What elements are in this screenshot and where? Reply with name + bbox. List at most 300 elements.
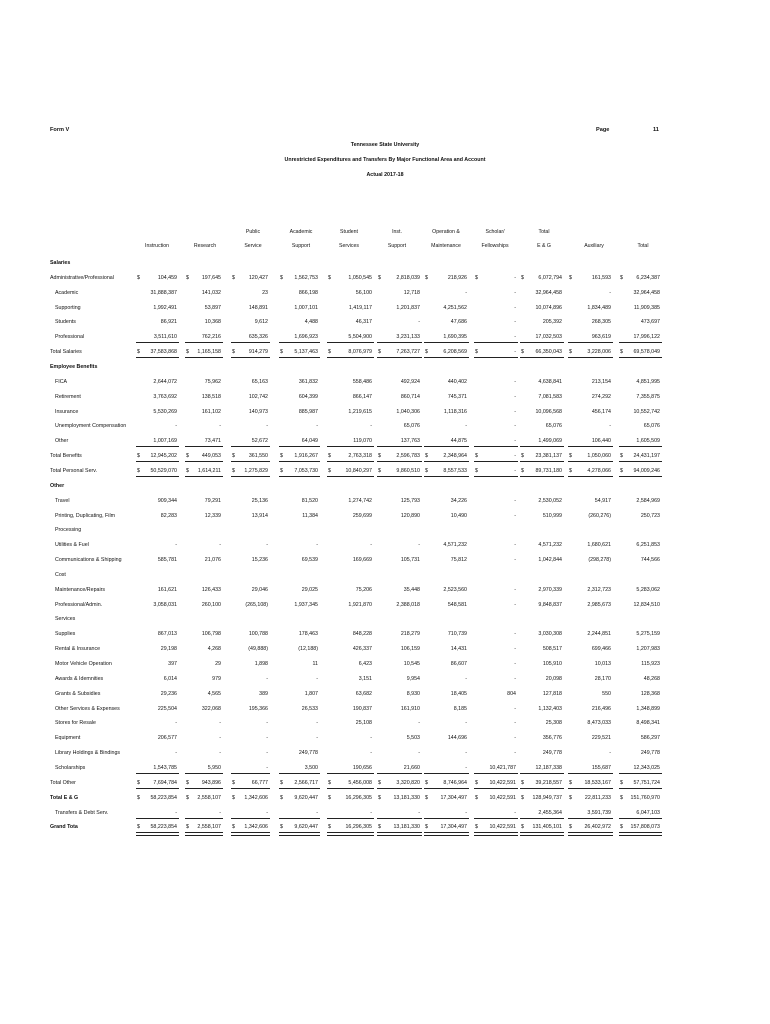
- underline-rule: [520, 476, 564, 477]
- cell-value: 21,660: [403, 764, 420, 771]
- cell-value: 86,921: [160, 319, 177, 326]
- cell-value: 3,058,031: [153, 601, 177, 608]
- cell-value: 127,818: [542, 690, 562, 697]
- cell-value: -: [514, 438, 516, 445]
- cell-value: -: [370, 423, 372, 430]
- dollar-sign: $: [378, 467, 381, 474]
- underline-rule: [231, 446, 270, 447]
- cell-value: 32,964,458: [633, 289, 660, 296]
- cell-value: 128,949,737: [532, 794, 562, 801]
- cell-value: 120,890: [400, 512, 420, 519]
- cell-value: -: [418, 319, 420, 326]
- cell-value: 151,760,970: [630, 794, 660, 801]
- cell-value: 6,251,853: [636, 542, 660, 549]
- table-row: [0, 315, 770, 329]
- cell-value: 2,596,783: [396, 453, 420, 460]
- cell-value: 3,151: [358, 675, 372, 682]
- underline-rule: [279, 818, 320, 819]
- cell-value: 866,198: [298, 289, 318, 296]
- cell-value: 473,697: [640, 319, 660, 326]
- dollar-sign: $: [232, 467, 235, 474]
- cell-value: 102,742: [248, 393, 268, 400]
- cell-value: 1,605,509: [636, 438, 660, 445]
- cell-value: 550: [602, 690, 611, 697]
- cell-value: 148,891: [248, 304, 268, 311]
- cell-value: -: [514, 453, 516, 460]
- cell-value: 5,504,900: [348, 334, 372, 341]
- underline-rule: [474, 446, 518, 447]
- cell-value: -: [316, 675, 318, 682]
- row-label: Total Salaries: [50, 349, 82, 356]
- cell-value: 24,431,197: [633, 453, 660, 460]
- row-label: Unemployment Compensation: [55, 423, 127, 430]
- row-label: Grants & Subsidies: [55, 690, 101, 697]
- row-label: Library Holdings & Bindings: [55, 750, 121, 757]
- cell-value: 2,558,107: [197, 824, 221, 831]
- dollar-sign: $: [280, 274, 283, 281]
- cell-value: 137,763: [400, 438, 420, 445]
- column-header-line1: Inst.: [392, 229, 402, 235]
- cell-value: -: [418, 750, 420, 757]
- cell-value: 389: [259, 690, 268, 697]
- row-label: Other: [50, 482, 65, 489]
- cell-value: 10,368: [204, 319, 221, 326]
- cell-value: 2,523,560: [443, 586, 467, 593]
- cell-value: 249,778: [298, 750, 318, 757]
- dollar-sign: $: [328, 349, 331, 356]
- dollar-sign: $: [521, 467, 524, 474]
- cell-value: 1,807: [304, 690, 318, 697]
- cell-value: -: [465, 764, 467, 771]
- row-label: Academic: [55, 289, 79, 296]
- cell-value: 1,007,101: [294, 304, 318, 311]
- double-underline-rule: [520, 832, 564, 836]
- cell-value: 885,987: [298, 408, 318, 415]
- underline-rule: [279, 342, 320, 343]
- cell-value: 218,279: [400, 631, 420, 638]
- cell-value: 744,566: [640, 557, 660, 563]
- column-header-line2: Support: [387, 243, 407, 249]
- section-header-row: [0, 479, 770, 493]
- underline-rule: [424, 773, 469, 774]
- cell-value: 3,591,739: [587, 809, 611, 816]
- table-row: [0, 731, 770, 745]
- dollar-sign: $: [186, 467, 189, 474]
- cell-value: 106,159: [400, 646, 420, 653]
- dollar-sign: $: [137, 779, 140, 786]
- cell-value: 4,571,232: [443, 542, 467, 549]
- dollar-sign: $: [378, 274, 381, 281]
- underline-rule: [136, 461, 179, 462]
- row-label: Supporting: [55, 304, 81, 311]
- cell-value: 5,456,008: [348, 779, 372, 786]
- underline-rule: [568, 357, 613, 358]
- cell-value: 2,312,723: [587, 586, 611, 593]
- cell-value: 29,236: [160, 690, 177, 697]
- cell-value: 361,550: [248, 453, 268, 460]
- column-header-line2: Auxiliary: [584, 243, 604, 249]
- cell-value: 155,687: [591, 764, 611, 771]
- row-label: Administrative/Professional: [50, 274, 114, 281]
- cell-value: -: [219, 735, 221, 742]
- underline-rule: [474, 788, 518, 789]
- column-header-line2: Total: [637, 243, 649, 249]
- column-header-line2: Instruction: [145, 243, 169, 249]
- row-label: Insurance: [55, 408, 79, 415]
- cell-value: 39,218,557: [535, 779, 562, 786]
- cell-value: 216,496: [591, 705, 611, 712]
- dollar-sign: $: [425, 779, 428, 786]
- cell-value: 5,503: [406, 735, 420, 742]
- row-label: Other: [55, 438, 69, 445]
- cell-value: 762,216: [201, 334, 221, 341]
- table-row: [0, 761, 770, 775]
- cell-value: -: [316, 735, 318, 742]
- underline-rule: [474, 461, 518, 462]
- cell-value: 10,545: [403, 661, 420, 667]
- dollar-sign: $: [620, 794, 623, 801]
- cell-value: 1,696,923: [294, 334, 318, 341]
- cell-value: 274,292: [591, 393, 611, 400]
- cell-value: -: [465, 750, 467, 757]
- cell-value: 178,463: [298, 631, 318, 638]
- dollar-sign: $: [569, 794, 572, 801]
- cell-value: -: [465, 289, 467, 296]
- cell-value: -: [219, 809, 221, 816]
- cell-value: -: [465, 675, 467, 682]
- cell-value: 52,672: [251, 438, 268, 445]
- underline-rule: [185, 342, 223, 343]
- cell-value: -: [418, 720, 420, 727]
- cell-value: 3,763,692: [153, 393, 177, 400]
- underline-rule: [279, 461, 320, 462]
- cell-value: 1,219,615: [348, 408, 372, 415]
- cell-value: 4,251,562: [443, 304, 467, 311]
- cell-value: 963,619: [591, 334, 611, 341]
- cell-value: 63,682: [355, 690, 372, 697]
- cell-value: 79,291: [204, 497, 221, 504]
- dollar-sign: $: [232, 453, 235, 460]
- cell-value: -: [514, 497, 516, 504]
- cell-value: 9,954: [406, 675, 420, 682]
- row-label: Awards & Idemnities: [55, 675, 104, 682]
- cell-value: -: [514, 542, 516, 549]
- dollar-sign: $: [475, 794, 478, 801]
- cell-value: 3,320,820: [396, 779, 420, 786]
- dollar-sign: $: [280, 824, 283, 831]
- table-row: [0, 449, 770, 463]
- cell-value: 1,499,069: [538, 438, 562, 445]
- table-row: [0, 672, 770, 686]
- cell-value: 12,834,510: [633, 601, 660, 608]
- cell-value: 65,076: [403, 423, 420, 430]
- cell-value: -: [370, 809, 372, 816]
- row-label: Salaries: [50, 260, 71, 266]
- dollar-sign: $: [569, 824, 572, 831]
- cell-value: 81,520: [301, 497, 318, 504]
- dollar-sign: $: [232, 349, 235, 356]
- cell-value: 1,201,837: [396, 304, 420, 311]
- row-label: Retirement: [55, 393, 81, 400]
- cell-value: 322,068: [201, 705, 221, 712]
- cell-value: (49,888): [248, 646, 268, 653]
- column-header-line2: Service: [244, 243, 262, 249]
- row-label: FICA: [55, 378, 68, 385]
- column-header-line2: Support: [291, 243, 311, 249]
- underline-rule: [136, 446, 179, 447]
- underline-rule: [619, 461, 662, 462]
- cell-value: -: [514, 304, 516, 311]
- cell-value: 9,860,510: [396, 467, 420, 474]
- cell-value: 69,539: [301, 557, 318, 563]
- dollar-sign: $: [328, 824, 331, 831]
- table-row: [0, 345, 770, 359]
- underline-rule: [231, 476, 270, 477]
- dollar-sign: $: [328, 274, 331, 281]
- dollar-sign: $: [186, 794, 189, 801]
- cell-value: 2,970,339: [538, 586, 562, 593]
- dollar-sign: $: [425, 467, 428, 474]
- underline-rule: [377, 476, 422, 477]
- cell-value: 161,102: [201, 408, 221, 415]
- cell-value: -: [316, 720, 318, 727]
- underline-rule: [279, 446, 320, 447]
- table-row: [0, 375, 770, 389]
- table-row: [0, 464, 770, 478]
- dollar-sign: $: [425, 824, 428, 831]
- cell-value: -: [514, 675, 516, 682]
- underline-rule: [327, 818, 374, 819]
- cell-value: -: [175, 423, 177, 430]
- cell-value: 12,339: [204, 512, 221, 519]
- double-underline-rule: [327, 832, 374, 836]
- dollar-sign: $: [137, 349, 140, 356]
- table-row: [0, 553, 770, 567]
- dollar-sign: $: [378, 779, 381, 786]
- table-row: [0, 642, 770, 656]
- underline-rule: [568, 342, 613, 343]
- cell-value: 29,046: [251, 586, 268, 593]
- underline-rule: [619, 818, 662, 819]
- dollar-sign: $: [425, 794, 428, 801]
- dollar-sign: $: [521, 453, 524, 460]
- cell-value: 161,593: [591, 274, 611, 281]
- underline-rule: [185, 818, 223, 819]
- cell-value: 26,402,972: [584, 824, 611, 831]
- row-label: Supplies: [55, 631, 76, 638]
- underline-rule: [474, 476, 518, 477]
- table-row: [0, 627, 770, 641]
- underline-rule: [327, 773, 374, 774]
- cell-value: 4,851,995: [636, 378, 660, 385]
- column-header-line2: E & G: [537, 243, 551, 249]
- cell-value: -: [609, 750, 611, 757]
- dollar-sign: $: [475, 274, 478, 281]
- cell-value: -: [514, 646, 516, 653]
- cell-value: 860,714: [400, 393, 420, 400]
- cell-value: 1,543,785: [153, 764, 177, 771]
- cell-value: 89,731,180: [535, 467, 562, 474]
- underline-rule: [136, 342, 179, 343]
- cell-value: 5,530,269: [153, 408, 177, 415]
- table-row: [0, 612, 770, 626]
- cell-value: -: [514, 319, 516, 326]
- underline-rule: [568, 818, 613, 819]
- cell-value: 1,118,316: [443, 408, 467, 415]
- underline-rule: [185, 357, 223, 358]
- cell-value: 32,964,458: [535, 289, 562, 296]
- underline-rule: [520, 342, 564, 343]
- table-row: [0, 509, 770, 523]
- underline-rule: [327, 461, 374, 462]
- cell-value: -: [219, 423, 221, 430]
- cell-value: 197,645: [201, 274, 221, 281]
- underline-rule: [185, 773, 223, 774]
- cell-value: 69,578,049: [633, 349, 660, 356]
- underline-rule: [377, 818, 422, 819]
- cell-value: 206,577: [157, 735, 177, 742]
- cell-value: -: [514, 809, 516, 816]
- underline-rule: [474, 357, 518, 358]
- underline-rule: [520, 788, 564, 789]
- cell-value: 157,808,073: [630, 824, 660, 831]
- dollar-sign: $: [475, 453, 478, 460]
- cell-value: 2,388,018: [396, 601, 420, 608]
- cell-value: 1,690,395: [443, 334, 467, 341]
- table-row: [0, 702, 770, 716]
- dollar-sign: $: [280, 349, 283, 356]
- table-row: [0, 419, 770, 433]
- underline-rule: [279, 788, 320, 789]
- cell-value: 440,402: [447, 378, 467, 385]
- underline-rule: [520, 357, 564, 358]
- underline-rule: [568, 446, 613, 447]
- cell-value: 1,275,829: [244, 467, 268, 474]
- cell-value: -: [465, 809, 467, 816]
- underline-rule: [185, 788, 223, 789]
- row-label: Travel: [55, 497, 70, 504]
- underline-rule: [520, 818, 564, 819]
- cell-value: 47,686: [450, 319, 467, 326]
- dollar-sign: $: [521, 349, 524, 356]
- cell-value: 13,181,330: [393, 824, 420, 831]
- cell-value: 229,521: [591, 735, 611, 742]
- cell-value: 21,076: [204, 557, 221, 563]
- dollar-sign: $: [475, 349, 478, 356]
- cell-value: 1,614,211: [197, 467, 221, 474]
- table-row: [0, 434, 770, 448]
- cell-value: 449,053: [201, 453, 221, 460]
- row-label: Motor Vehicle Operation: [55, 661, 112, 667]
- cell-value: 20,098: [545, 675, 562, 682]
- underline-rule: [377, 461, 422, 462]
- cell-value: 548,581: [447, 601, 467, 608]
- underline-rule: [185, 461, 223, 462]
- table-row: [0, 494, 770, 508]
- cell-value: 31,888,387: [150, 289, 177, 296]
- underline-rule: [377, 773, 422, 774]
- dollar-sign: $: [186, 453, 189, 460]
- cell-value: 604,399: [298, 393, 318, 400]
- table-row: [0, 405, 770, 419]
- cell-value: 86,607: [450, 661, 467, 667]
- row-label: Transfers & Debt Serv.: [55, 809, 109, 816]
- cell-value: 7,263,727: [396, 349, 420, 356]
- cell-value: 35,448: [403, 586, 420, 593]
- dollar-sign: $: [232, 824, 235, 831]
- cell-value: 18,405: [450, 690, 467, 697]
- cell-value: -: [175, 720, 177, 727]
- cell-value: 225,504: [157, 705, 177, 712]
- cell-value: 29,025: [301, 586, 318, 593]
- underline-rule: [136, 818, 179, 819]
- double-underline-rule: [136, 832, 179, 836]
- cell-value: 23,381,137: [535, 453, 562, 460]
- cell-value: 2,818,039: [396, 274, 420, 281]
- cell-value: 8,930: [406, 690, 420, 697]
- cell-value: -: [514, 631, 516, 638]
- underline-rule: [474, 818, 518, 819]
- underline-rule: [377, 446, 422, 447]
- cell-value: 456,174: [591, 408, 611, 415]
- cell-value: 6,072,794: [538, 274, 562, 281]
- cell-value: -: [514, 378, 516, 385]
- column-header-line1: Student: [340, 229, 358, 235]
- cell-value: 1,050,545: [348, 274, 372, 281]
- table-row: [0, 583, 770, 597]
- cell-value: -: [514, 289, 516, 296]
- table-row: [0, 820, 770, 834]
- cell-value: 161,621: [157, 586, 177, 593]
- cell-value: 105,910: [542, 661, 562, 667]
- underline-rule: [619, 342, 662, 343]
- cell-value: 1,342,606: [244, 824, 268, 831]
- cell-value: 66,350,043: [535, 349, 562, 356]
- cell-value: 12,343,025: [633, 764, 660, 771]
- cell-value: 397: [168, 661, 177, 667]
- column-header-line2: Research: [193, 243, 217, 249]
- underline-rule: [136, 357, 179, 358]
- cell-value: 106,440: [591, 438, 611, 445]
- cell-value: 10,422,591: [489, 794, 516, 801]
- cell-value: 6,423: [358, 661, 372, 667]
- cell-value: 105,731: [400, 557, 420, 563]
- cell-value: 914,279: [248, 349, 268, 356]
- cell-value: 356,776: [542, 735, 562, 742]
- cell-value: 6,234,387: [636, 274, 660, 281]
- cell-value: 745,371: [447, 393, 467, 400]
- cell-value: 25,136: [251, 497, 268, 504]
- cell-value: 2,566,717: [294, 779, 318, 786]
- cell-value: 75,812: [450, 557, 467, 563]
- cell-value: 64,049: [301, 438, 318, 445]
- underline-rule: [424, 476, 469, 477]
- underline-rule: [136, 788, 179, 789]
- cell-value: 13,181,330: [393, 794, 420, 801]
- table-row: [0, 301, 770, 315]
- row-label: Utilities & Fuel: [55, 542, 89, 549]
- report-title-year: Actual 2017-18: [366, 172, 404, 178]
- underline-rule: [279, 357, 320, 358]
- cell-value: -: [316, 809, 318, 816]
- row-label: Processing: [55, 527, 82, 534]
- cell-value: 205,392: [542, 319, 562, 326]
- cell-value: 17,304,497: [440, 824, 467, 831]
- cell-value: 25,108: [355, 720, 372, 727]
- form-label: Form V: [50, 127, 70, 133]
- cell-value: 8,185: [453, 705, 467, 712]
- cell-value: 195,366: [248, 705, 268, 712]
